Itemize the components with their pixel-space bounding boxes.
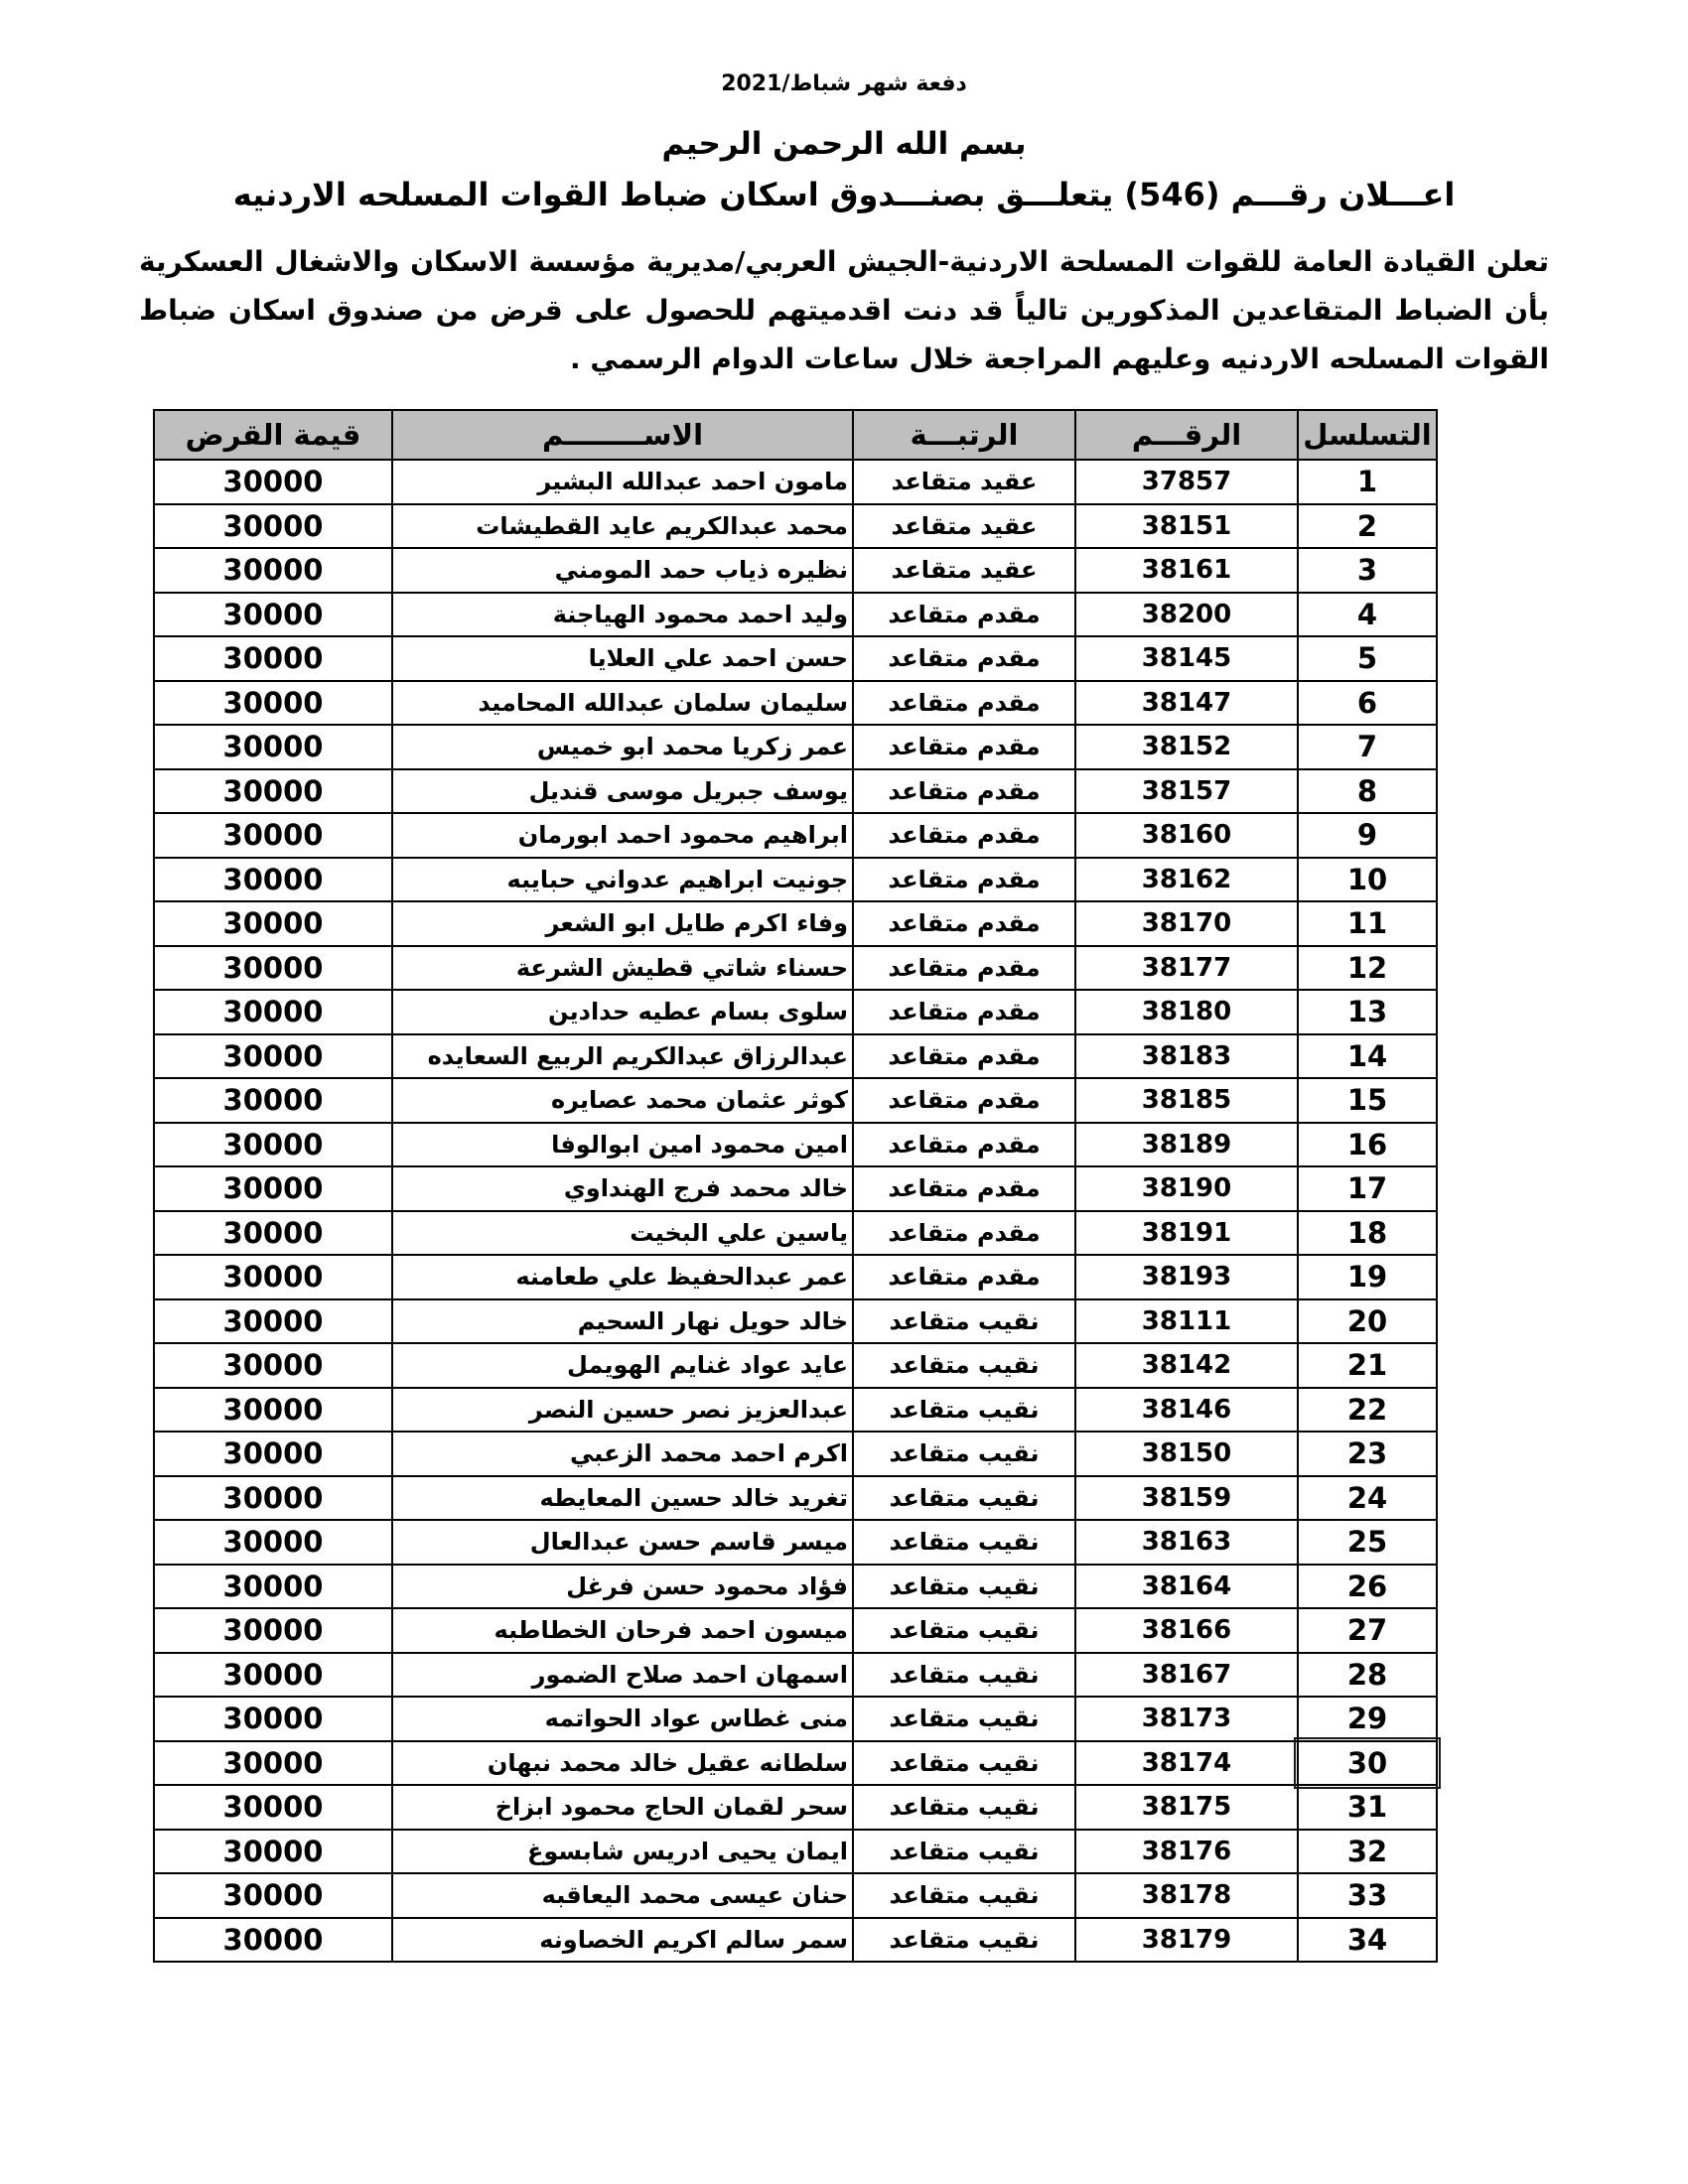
table-row: [154, 1123, 1437, 1167]
serial-cell: 27: [1298, 1608, 1437, 1653]
number-cell: 38152: [1075, 725, 1298, 769]
loan-cell: 30000: [154, 1166, 392, 1211]
name-cell: ابراهيم محمود احمد ابورمان: [392, 813, 853, 858]
serial-cell: 11: [1298, 901, 1437, 946]
rank-cell: مقدم متقاعد: [853, 813, 1075, 858]
table-row: [154, 1830, 1437, 1874]
batch-month-label: دفعة شهر شباط/2021: [721, 71, 967, 96]
number-cell: 38159: [1075, 1476, 1298, 1521]
serial-cell: 24: [1298, 1476, 1437, 1521]
rank-cell: نقيب متقاعد: [853, 1830, 1075, 1874]
name-cell: اسمهان احمد صلاح الضمور: [392, 1653, 853, 1698]
loan-cell: 30000: [154, 990, 392, 1034]
name-cell: خالد محمد فرج الهنداوي: [392, 1166, 853, 1211]
loan-cell: 30000: [154, 1785, 392, 1830]
rank-cell: مقدم متقاعد: [853, 1166, 1075, 1211]
name-cell: كوثر عثمان محمد عصايره: [392, 1078, 853, 1123]
serial-cell: 34: [1298, 1918, 1437, 1963]
rank-cell: مقدم متقاعد: [853, 769, 1075, 814]
table-body: [154, 460, 1437, 1962]
rank-cell: نقيب متقاعد: [853, 1476, 1075, 1521]
loan-cell: 30000: [154, 901, 392, 946]
number-cell: 38173: [1075, 1697, 1298, 1741]
loan-cell: 30000: [154, 1830, 392, 1874]
number-cell: 38190: [1075, 1166, 1298, 1211]
table-row: [154, 769, 1437, 814]
serial-cell: 29: [1298, 1697, 1437, 1741]
name-cell: سمر سالم اكريم الخصاونه: [392, 1918, 853, 1963]
officers-loan-table: [153, 409, 1438, 1963]
header-loan: قيمة القرض: [154, 410, 392, 460]
serial-cell: 33: [1298, 1873, 1437, 1918]
announcement-title: اعـــلان رقـــم (546) يتعلـــق بصنـــدوق اسكان ضباط القوات المسلحه الاردنيه: [232, 176, 1456, 213]
name-cell: مامون احمد عبدالله البشير: [392, 460, 853, 504]
table-row: [154, 1653, 1437, 1698]
name-cell: فؤاد محمود حسن فرغل: [392, 1565, 853, 1609]
loan-cell: 30000: [154, 946, 392, 991]
rank-cell: نقيب متقاعد: [853, 1432, 1075, 1476]
name-cell: وفاء اكرم طايل ابو الشعر: [392, 901, 853, 946]
serial-cell: 26: [1298, 1565, 1437, 1609]
rank-cell: مقدم متقاعد: [853, 725, 1075, 769]
header-rank: الرتبـــة: [853, 410, 1075, 460]
announcement-body-paragraph: تعلن القيادة العامة للقوات المسلحة الاردنية-الجيش العربي/مديرية مؤسسة الاسكان والاشغال العسكرية بأن الضباط المتقاعدين المذكورين تالياً قد دنت اقدميتهم للحصول على قرض من صندوق اسكان ضباط القوات المسلحه الاردنيه وعليهم المراجعة خلال ساعات الدوام الرسمي .: [139, 245, 1549, 375]
name-cell: ميسون احمد فرحان الخطاطبه: [392, 1608, 853, 1653]
number-cell: 38193: [1075, 1255, 1298, 1299]
loan-cell: 30000: [154, 1520, 392, 1565]
serial-cell: 6: [1298, 681, 1437, 726]
name-cell: حنان عيسى محمد اليعاقبه: [392, 1873, 853, 1918]
serial-cell: 31: [1298, 1785, 1437, 1830]
header-number: الرقـــم: [1075, 410, 1298, 460]
serial-cell: 16: [1298, 1123, 1437, 1167]
name-cell: وليد احمد محمود الهياجنة: [392, 593, 853, 637]
loan-cell: 30000: [154, 1078, 392, 1123]
number-cell: 38174: [1075, 1741, 1298, 1786]
name-cell: عبدالرزاق عبدالكريم الربيع السعايده: [392, 1034, 853, 1079]
rank-cell: نقيب متقاعد: [853, 1741, 1075, 1786]
name-cell: امين محمود امين ابوالوفا: [392, 1123, 853, 1167]
serial-cell: 23: [1298, 1432, 1437, 1476]
table-row: [154, 1343, 1437, 1388]
name-cell: سلوى بسام عطيه حدادين: [392, 990, 853, 1034]
table-row: [154, 1034, 1437, 1079]
number-cell: 38145: [1075, 636, 1298, 681]
loan-cell: 30000: [154, 504, 392, 549]
table-row: [154, 1873, 1437, 1918]
table-header-row: [154, 410, 1437, 460]
table-row: [154, 1432, 1437, 1476]
number-cell: 38147: [1075, 681, 1298, 726]
number-cell: 38146: [1075, 1388, 1298, 1433]
loan-cell: 30000: [154, 1741, 392, 1786]
serial-cell: 8: [1298, 769, 1437, 814]
name-cell: عمر زكريا محمد ابو خميس: [392, 725, 853, 769]
rank-cell: نقيب متقاعد: [853, 1565, 1075, 1609]
table-row: [154, 1166, 1437, 1211]
officers-table-wrapper: [0, 409, 1688, 1963]
serial-cell: 22: [1298, 1388, 1437, 1433]
loan-cell: 30000: [154, 725, 392, 769]
loan-cell: 30000: [154, 1432, 392, 1476]
serial-cell: 25: [1298, 1520, 1437, 1565]
name-cell: ميسر قاسم حسن عبدالعال: [392, 1520, 853, 1565]
serial-cell: 30: [1298, 1741, 1437, 1786]
rank-cell: مقدم متقاعد: [853, 1078, 1075, 1123]
name-cell: حسناء شاتي قطيش الشرعة: [392, 946, 853, 991]
table-row: [154, 1741, 1437, 1786]
table-row: [154, 1565, 1437, 1609]
serial-cell: 14: [1298, 1034, 1437, 1079]
table-row: [154, 1476, 1437, 1521]
table-row: [154, 946, 1437, 991]
rank-cell: نقيب متقاعد: [853, 1388, 1075, 1433]
loan-cell: 30000: [154, 1476, 392, 1521]
table-row: [154, 1255, 1437, 1299]
table-row: [154, 1078, 1437, 1123]
number-cell: 38176: [1075, 1830, 1298, 1874]
name-cell: ياسين علي البخيت: [392, 1211, 853, 1256]
table-row: [154, 990, 1437, 1034]
name-cell: سليمان سلمان عبدالله المحاميد: [392, 681, 853, 726]
table-row: [154, 504, 1437, 549]
number-cell: 38177: [1075, 946, 1298, 991]
rank-cell: نقيب متقاعد: [853, 1873, 1075, 1918]
rank-cell: نقيب متقاعد: [853, 1697, 1075, 1741]
loan-cell: 30000: [154, 636, 392, 681]
serial-cell: 19: [1298, 1255, 1437, 1299]
loan-cell: 30000: [154, 1123, 392, 1167]
rank-cell: نقيب متقاعد: [853, 1343, 1075, 1388]
loan-cell: 30000: [154, 593, 392, 637]
name-cell: اكرم احمد محمد الزعبي: [392, 1432, 853, 1476]
number-cell: 38200: [1075, 593, 1298, 637]
table-row: [154, 1918, 1437, 1963]
serial-cell: 18: [1298, 1211, 1437, 1256]
rank-cell: مقدم متقاعد: [853, 1034, 1075, 1079]
number-cell: 38189: [1075, 1123, 1298, 1167]
name-cell: حسن احمد علي العلايا: [392, 636, 853, 681]
table-row: [154, 460, 1437, 504]
serial-cell: 4: [1298, 593, 1437, 637]
header-name: الاســــــــم: [392, 410, 853, 460]
serial-cell: 32: [1298, 1830, 1437, 1874]
number-cell: 38163: [1075, 1520, 1298, 1565]
serial-cell: 2: [1298, 504, 1437, 549]
serial-cell: 21: [1298, 1343, 1437, 1388]
rank-cell: نقيب متقاعد: [853, 1918, 1075, 1963]
loan-cell: 30000: [154, 1918, 392, 1963]
name-cell: محمد عبدالكريم عايد القطيشات: [392, 504, 853, 549]
name-cell: نظيره ذياب حمد المومني: [392, 548, 853, 593]
rank-cell: نقيب متقاعد: [853, 1785, 1075, 1830]
number-cell: 38166: [1075, 1608, 1298, 1653]
number-cell: 38178: [1075, 1873, 1298, 1918]
serial-cell: 12: [1298, 946, 1437, 991]
loan-cell: 30000: [154, 1211, 392, 1256]
number-cell: 38160: [1075, 813, 1298, 858]
loan-cell: 30000: [154, 1697, 392, 1741]
serial-cell: 13: [1298, 990, 1437, 1034]
table-row: [154, 901, 1437, 946]
table-row: [154, 1520, 1437, 1565]
name-cell: سحر لقمان الحاج محمود ابزاخ: [392, 1785, 853, 1830]
name-cell: يوسف جبريل موسى قنديل: [392, 769, 853, 814]
number-cell: 38180: [1075, 990, 1298, 1034]
rank-cell: نقيب متقاعد: [853, 1299, 1075, 1344]
rank-cell: نقيب متقاعد: [853, 1520, 1075, 1565]
table-row: [154, 681, 1437, 726]
name-cell: منى غطاس عواد الحواتمه: [392, 1697, 853, 1741]
loan-cell: 30000: [154, 1255, 392, 1299]
rank-cell: مقدم متقاعد: [853, 681, 1075, 726]
serial-cell: 15: [1298, 1078, 1437, 1123]
table-row: [154, 1211, 1437, 1256]
rank-cell: مقدم متقاعد: [853, 1211, 1075, 1256]
table-row: [154, 858, 1437, 902]
number-cell: 38161: [1075, 548, 1298, 593]
serial-cell: 10: [1298, 858, 1437, 902]
loan-cell: 30000: [154, 1873, 392, 1918]
number-cell: 38150: [1075, 1432, 1298, 1476]
loan-cell: 30000: [154, 548, 392, 593]
name-cell: عمر عبدالحفيظ علي طعامنه: [392, 1255, 853, 1299]
rank-cell: مقدم متقاعد: [853, 858, 1075, 902]
rank-cell: مقدم متقاعد: [853, 1255, 1075, 1299]
number-cell: 38164: [1075, 1565, 1298, 1609]
table-row: [154, 725, 1437, 769]
name-cell: خالد حويل نهار السحيم: [392, 1299, 853, 1344]
serial-cell: 5: [1298, 636, 1437, 681]
table-row: [154, 1388, 1437, 1433]
serial-cell: 1: [1298, 460, 1437, 504]
rank-cell: مقدم متقاعد: [853, 990, 1075, 1034]
loan-cell: 30000: [154, 1653, 392, 1698]
rank-cell: عقيد متقاعد: [853, 460, 1075, 504]
table-row: [154, 1785, 1437, 1830]
serial-cell: 20: [1298, 1299, 1437, 1344]
table-row: [154, 1608, 1437, 1653]
name-cell: عبدالعزيز نصر حسين النصر: [392, 1388, 853, 1433]
loan-cell: 30000: [154, 681, 392, 726]
name-cell: سلطانه عقيل خالد محمد نبهان: [392, 1741, 853, 1786]
number-cell: 38185: [1075, 1078, 1298, 1123]
loan-cell: 30000: [154, 813, 392, 858]
rank-cell: نقيب متقاعد: [853, 1608, 1075, 1653]
number-cell: 38179: [1075, 1918, 1298, 1963]
table-row: [154, 1697, 1437, 1741]
number-cell: 38157: [1075, 769, 1298, 814]
number-cell: 38167: [1075, 1653, 1298, 1698]
rank-cell: مقدم متقاعد: [853, 946, 1075, 991]
table-row: [154, 548, 1437, 593]
loan-cell: 30000: [154, 769, 392, 814]
table-row: [154, 636, 1437, 681]
loan-cell: 30000: [154, 1034, 392, 1079]
rank-cell: عقيد متقاعد: [853, 548, 1075, 593]
serial-cell: 17: [1298, 1166, 1437, 1211]
name-cell: عايد عواد غنايم الهويمل: [392, 1343, 853, 1388]
rank-cell: عقيد متقاعد: [853, 504, 1075, 549]
loan-cell: 30000: [154, 1388, 392, 1433]
number-cell: 38183: [1075, 1034, 1298, 1079]
rank-cell: مقدم متقاعد: [853, 1123, 1075, 1167]
serial-cell: 3: [1298, 548, 1437, 593]
loan-cell: 30000: [154, 1565, 392, 1609]
basmala-text: بسم الله الرحمن الرحيم: [661, 126, 1027, 162]
rank-cell: نقيب متقاعد: [853, 1653, 1075, 1698]
number-cell: 38170: [1075, 901, 1298, 946]
loan-cell: 30000: [154, 1343, 392, 1388]
header-serial: التسلسل: [1298, 410, 1437, 460]
loan-cell: 30000: [154, 858, 392, 902]
number-cell: 38111: [1075, 1299, 1298, 1344]
serial-cell: 9: [1298, 813, 1437, 858]
rank-cell: مقدم متقاعد: [853, 593, 1075, 637]
name-cell: ايمان يحيى ادريس شابسوغ: [392, 1830, 853, 1874]
loan-cell: 30000: [154, 460, 392, 504]
number-cell: 37857: [1075, 460, 1298, 504]
name-cell: جونيت ابراهيم عدواني حبايبه: [392, 858, 853, 902]
serial-cell: 28: [1298, 1653, 1437, 1698]
number-cell: 38151: [1075, 504, 1298, 549]
number-cell: 38142: [1075, 1343, 1298, 1388]
number-cell: 38191: [1075, 1211, 1298, 1256]
serial-cell: 7: [1298, 725, 1437, 769]
table-row: [154, 1299, 1437, 1344]
loan-cell: 30000: [154, 1299, 392, 1344]
rank-cell: مقدم متقاعد: [853, 901, 1075, 946]
rank-cell: مقدم متقاعد: [853, 636, 1075, 681]
table-row: [154, 813, 1437, 858]
table-row: [154, 593, 1437, 637]
number-cell: 38175: [1075, 1785, 1298, 1830]
name-cell: تغريد خالد حسين المعايطه: [392, 1476, 853, 1521]
loan-cell: 30000: [154, 1608, 392, 1653]
number-cell: 38162: [1075, 858, 1298, 902]
